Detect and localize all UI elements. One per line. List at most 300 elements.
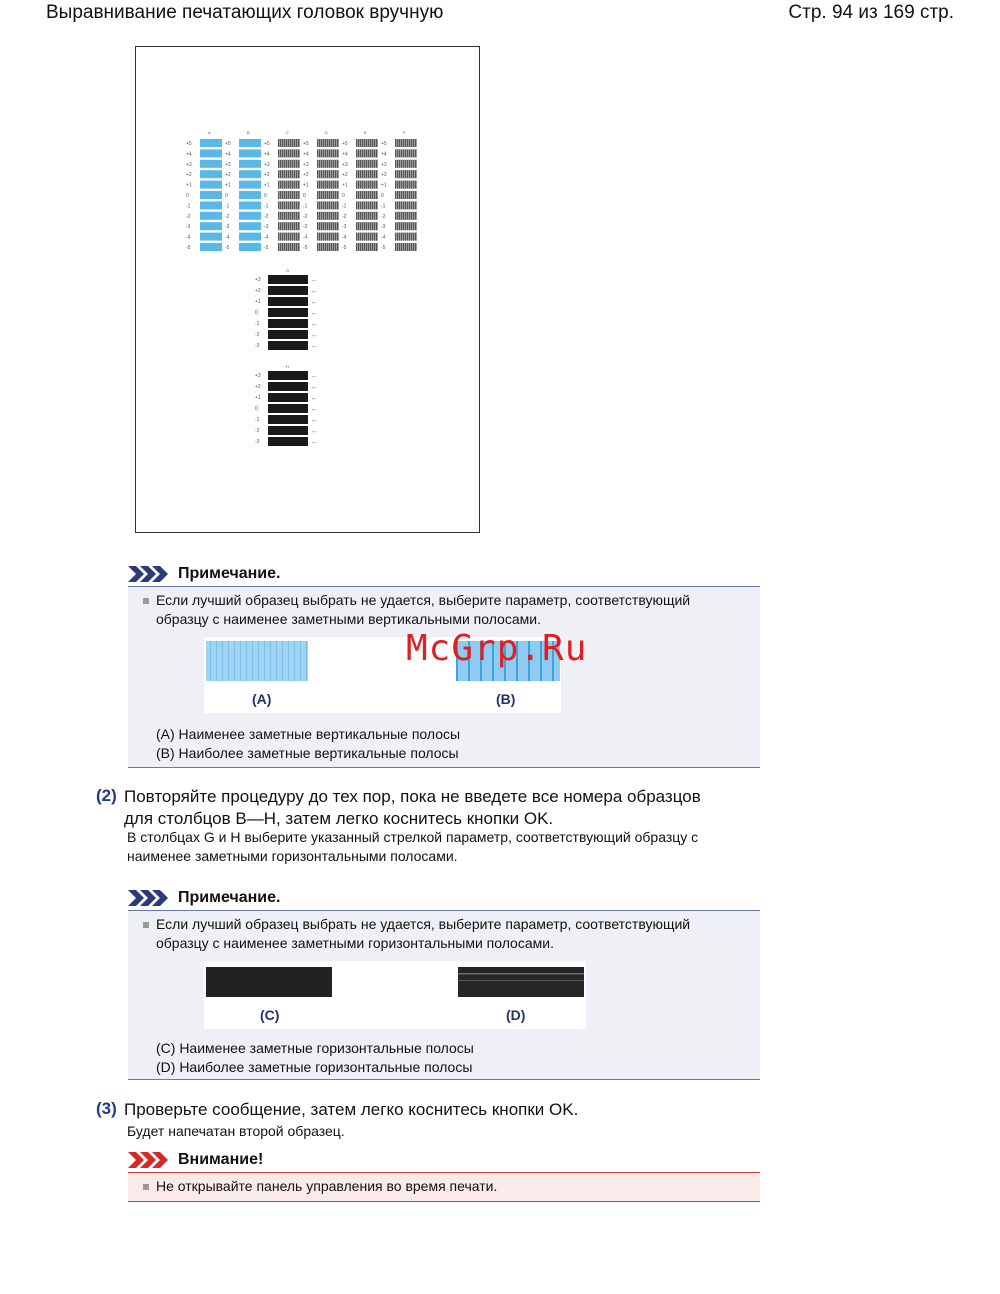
pattern-block: [239, 160, 261, 168]
pattern-stripe: [398, 170, 399, 178]
caption-b: (B): [496, 691, 516, 707]
pattern-block: [200, 243, 222, 251]
row-value-label: +1: [342, 182, 348, 189]
row-value-label: +4: [381, 151, 387, 158]
pattern-stripe: [328, 139, 329, 147]
pattern-stripe: [371, 222, 372, 230]
pattern-stripe: [334, 181, 335, 189]
pattern-stripe: [408, 170, 409, 178]
page-counter: Стр. 94 из 169 стр.: [788, 2, 954, 23]
pattern-stripe: [373, 181, 374, 189]
pattern-stripe: [289, 170, 290, 178]
pattern-stripe: [371, 191, 372, 199]
row-value-label: -3: [342, 224, 347, 231]
pattern-stripe: [338, 212, 339, 220]
pattern-stripe: [369, 191, 370, 199]
column-g-label: G: [286, 268, 290, 273]
column-g-block: [268, 319, 308, 328]
pattern-stripe: [318, 191, 319, 199]
pattern-stripe: [404, 160, 405, 168]
pattern-stripe: [371, 160, 372, 168]
pattern-stripe: [410, 201, 411, 209]
pattern-stripe: [412, 212, 413, 220]
pattern-stripe: [371, 243, 372, 251]
row-value-label: +3: [303, 161, 309, 168]
pattern-stripe: [367, 243, 368, 251]
warning-block: [128, 1148, 760, 1202]
alignment-print-sheet: [135, 46, 480, 533]
row-value-label: -1: [303, 203, 308, 210]
pattern-stripe: [299, 181, 300, 189]
pattern-stripe: [357, 139, 358, 147]
pattern-stripe: [285, 212, 286, 220]
pattern-stripe: [297, 191, 298, 199]
pattern-stripe: [318, 139, 319, 147]
pattern-stripe: [416, 160, 417, 168]
pattern-stripe: [414, 170, 415, 178]
step-number: (3): [96, 1099, 117, 1118]
pattern-block: [200, 191, 222, 199]
row-value-label: -2: [225, 213, 230, 220]
pattern-stripe: [396, 170, 397, 178]
pattern-stripe: [416, 181, 417, 189]
pattern-stripe: [334, 160, 335, 168]
pattern-stripe: [297, 212, 298, 220]
pattern-stripe: [369, 243, 370, 251]
column-h-block: [268, 404, 308, 413]
pattern-stripe: [377, 181, 378, 189]
column-g-block: [268, 341, 308, 350]
pattern-stripe: [318, 212, 319, 220]
pattern-stripe: [324, 201, 325, 209]
pattern-stripe: [283, 170, 284, 178]
pattern-stripe: [410, 191, 411, 199]
pattern-stripe: [328, 181, 329, 189]
legend-a: (A) Наименее заметные вертикальные полосы: [156, 726, 461, 742]
pattern-stripe: [285, 149, 286, 157]
pattern-stripe: [404, 191, 405, 199]
pattern-stripe: [330, 170, 331, 178]
pattern-stripe: [332, 139, 333, 147]
pattern-stripe: [414, 149, 415, 157]
pattern-stripe: [367, 212, 368, 220]
sample-a-image: [206, 641, 308, 681]
pattern-stripe: [377, 149, 378, 157]
pattern-stripe: [334, 170, 335, 178]
pattern-stripe: [402, 149, 403, 157]
pattern-stripe: [412, 243, 413, 251]
pattern-stripe: [396, 233, 397, 241]
pattern-stripe: [324, 181, 325, 189]
row-value-label: 0: [186, 193, 189, 199]
pattern-stripe: [361, 160, 362, 168]
pattern-stripe: [365, 181, 366, 189]
pattern-stripe: [400, 149, 401, 157]
pattern-stripe: [406, 243, 407, 251]
row-value-label: -4: [303, 234, 308, 241]
pattern-stripe: [295, 222, 296, 230]
pattern-stripe: [318, 201, 319, 209]
pattern-stripe: [373, 201, 374, 209]
pattern-stripe: [363, 181, 364, 189]
row-value-label: +5: [381, 141, 387, 147]
pattern-stripe: [406, 212, 407, 220]
pattern-stripe: [330, 149, 331, 157]
pattern-stripe: [279, 181, 280, 189]
pattern-stripe: [408, 160, 409, 168]
pattern-stripe: [408, 191, 409, 199]
pattern-stripe: [359, 201, 360, 209]
pattern-stripe: [322, 170, 323, 178]
warning-bullet: Не открывайте панель управления во время печати.: [128, 1173, 760, 1196]
row-value-label: +5: [342, 141, 348, 147]
pattern-stripe: [293, 160, 294, 168]
pattern-stripe: [326, 170, 327, 178]
pattern-stripe: [326, 181, 327, 189]
pattern-stripe: [330, 212, 331, 220]
pattern-stripe: [297, 139, 298, 147]
pattern-stripe: [375, 181, 376, 189]
pattern-stripe: [404, 181, 405, 189]
pattern-stripe: [287, 160, 288, 168]
pattern-stripe: [326, 201, 327, 209]
legend-c: (C) Наименее заметные горизонтальные полосы: [156, 1040, 474, 1056]
row-value-label: +3: [342, 161, 348, 168]
row-value-label: +1: [381, 182, 387, 189]
step-number: (2): [96, 786, 117, 805]
caption-c: (C): [260, 1007, 280, 1023]
pattern-stripe: [334, 212, 335, 220]
pattern-block: [239, 233, 261, 241]
pattern-stripe: [408, 222, 409, 230]
pattern-stripe: [367, 139, 368, 147]
pattern-stripe: [328, 191, 329, 199]
pattern-stripe: [400, 139, 401, 147]
row-value-label: +1: [225, 182, 231, 189]
sample-image-cd: [204, 961, 586, 1029]
pattern-stripe: [289, 181, 290, 189]
pattern-stripe: [324, 170, 325, 178]
pattern-stripe: [336, 160, 337, 168]
pattern-stripe: [400, 222, 401, 230]
bullet-square-icon: [143, 598, 149, 604]
pattern-stripe: [361, 191, 362, 199]
pattern-stripe: [414, 160, 415, 168]
pattern-stripe: [293, 222, 294, 230]
pattern-stripe: [281, 191, 282, 199]
row-value-label: +2: [255, 384, 261, 390]
pattern-stripe: [320, 149, 321, 157]
pattern-stripe: [326, 149, 327, 157]
pattern-stripe: [322, 222, 323, 230]
watermark-logo: McGrp.Ru: [406, 628, 588, 669]
pattern-stripe: [414, 181, 415, 189]
row-value-label: +2: [381, 172, 387, 179]
pattern-stripe: [336, 170, 337, 178]
pattern-stripe: [328, 201, 329, 209]
pattern-stripe: [334, 201, 335, 209]
pattern-stripe: [326, 212, 327, 220]
pattern-stripe: [365, 149, 366, 157]
pattern-stripe: [283, 212, 284, 220]
pattern-stripe: [369, 149, 370, 157]
row-value-label: -3: [264, 224, 269, 231]
pattern-stripe: [285, 243, 286, 251]
arrow-icon: ←: [311, 310, 318, 317]
pattern-stripe: [416, 139, 417, 147]
legend-b: (B) Наиболее заметные вертикальные полосы: [156, 745, 459, 761]
pattern-stripe: [295, 243, 296, 251]
pattern-stripe: [338, 160, 339, 168]
pattern-stripe: [334, 149, 335, 157]
pattern-stripe: [375, 243, 376, 251]
pattern-stripe: [377, 222, 378, 230]
pattern-stripe: [336, 139, 337, 147]
column-label: C: [286, 130, 289, 135]
pattern-stripe: [377, 201, 378, 209]
pattern-stripe: [373, 191, 374, 199]
row-value-label: +3: [186, 161, 192, 168]
pattern-stripe: [293, 212, 294, 220]
arrow-icon: ←: [311, 439, 318, 446]
pattern-stripe: [373, 212, 374, 220]
pattern-stripe: [359, 160, 360, 168]
pattern-stripe: [412, 233, 413, 241]
row-value-label: +5: [303, 141, 309, 147]
pattern-stripe: [295, 181, 296, 189]
pattern-stripe: [404, 243, 405, 251]
row-value-label: -4: [186, 234, 191, 241]
row-value-label: +4: [186, 151, 192, 158]
pattern-stripe: [293, 191, 294, 199]
note-chevron-icon: [128, 890, 168, 906]
pattern-stripe: [416, 201, 417, 209]
pattern-stripe: [297, 170, 298, 178]
row-value-label: +3: [255, 277, 261, 283]
pattern-stripe: [336, 181, 337, 189]
column-label: F: [403, 130, 406, 135]
row-value-label: +4: [342, 151, 348, 158]
pattern-stripe: [336, 201, 337, 209]
pattern-stripe: [404, 222, 405, 230]
pattern-stripe: [291, 212, 292, 220]
pattern-stripe: [324, 139, 325, 147]
arrow-icon: ←: [311, 321, 318, 328]
pattern-stripe: [318, 243, 319, 251]
pattern-stripe: [295, 191, 296, 199]
pattern-stripe: [416, 243, 417, 251]
pattern-stripe: [359, 212, 360, 220]
pattern-stripe: [402, 233, 403, 241]
pattern-stripe: [359, 139, 360, 147]
pattern-stripe: [367, 191, 368, 199]
pattern-stripe: [402, 160, 403, 168]
row-value-label: -5: [342, 245, 347, 251]
pattern-stripe: [402, 212, 403, 220]
pattern-stripe: [293, 149, 294, 157]
column-g-block: [268, 275, 308, 284]
pattern-block: [239, 139, 261, 147]
pattern-stripe: [408, 181, 409, 189]
pattern-stripe: [324, 243, 325, 251]
row-value-label: 0: [255, 310, 258, 316]
pattern-stripe: [406, 160, 407, 168]
row-value-label: +2: [225, 172, 231, 179]
row-value-label: -1: [264, 203, 269, 210]
pattern-stripe: [332, 201, 333, 209]
row-value-label: +1: [186, 182, 192, 189]
note-block-horizontal: [128, 886, 760, 1080]
pattern-block: [200, 222, 222, 230]
pattern-stripe: [295, 149, 296, 157]
pattern-stripe: [369, 222, 370, 230]
pattern-stripe: [297, 243, 298, 251]
pattern-stripe: [332, 191, 333, 199]
pattern-stripe: [283, 191, 284, 199]
pattern-stripe: [373, 222, 374, 230]
pattern-stripe: [291, 233, 292, 241]
pattern-stripe: [293, 139, 294, 147]
pattern-stripe: [297, 160, 298, 168]
sample-c-image: [206, 967, 332, 997]
pattern-stripe: [357, 149, 358, 157]
row-value-label: +1: [255, 299, 261, 305]
alignment-pattern-graphic: [136, 47, 481, 534]
pattern-stripe: [287, 191, 288, 199]
pattern-stripe: [359, 191, 360, 199]
pattern-stripe: [334, 243, 335, 251]
row-value-label: -1: [255, 321, 260, 327]
pattern-stripe: [400, 170, 401, 178]
pattern-stripe: [414, 212, 415, 220]
pattern-stripe: [410, 212, 411, 220]
pattern-stripe: [410, 243, 411, 251]
pattern-stripe: [279, 170, 280, 178]
note-bullet: Если лучший образец выбрать не удается, выберите параметр, соответствующий образцу с наименее заметными вертикальными полосами.: [128, 587, 760, 629]
row-value-label: 0: [255, 406, 258, 412]
pattern-stripe: [357, 201, 358, 209]
pattern-stripe: [396, 181, 397, 189]
pattern-stripe: [404, 212, 405, 220]
column-h-block: [268, 415, 308, 424]
pattern-stripe: [369, 170, 370, 178]
pattern-stripe: [414, 191, 415, 199]
pattern-stripe: [291, 191, 292, 199]
pattern-stripe: [299, 191, 300, 199]
pattern-stripe: [297, 233, 298, 241]
pattern-stripe: [338, 191, 339, 199]
arrow-icon: ←: [311, 384, 318, 391]
pattern-stripe: [287, 243, 288, 251]
pattern-stripe: [400, 181, 401, 189]
pattern-stripe: [375, 201, 376, 209]
row-value-label: 0: [264, 193, 267, 199]
pattern-stripe: [404, 149, 405, 157]
row-value-label: +4: [225, 151, 231, 158]
pattern-stripe: [279, 191, 280, 199]
pattern-stripe: [367, 170, 368, 178]
pattern-stripe: [369, 139, 370, 147]
arrow-icon: ←: [311, 277, 318, 284]
pattern-stripe: [406, 181, 407, 189]
pattern-stripe: [357, 233, 358, 241]
pattern-stripe: [400, 243, 401, 251]
warning-chevron-icon: [128, 1152, 168, 1168]
row-value-label: +3: [264, 161, 270, 168]
row-value-label: -3: [381, 224, 386, 231]
pattern-stripe: [328, 149, 329, 157]
pattern-stripe: [291, 243, 292, 251]
pattern-stripe: [318, 149, 319, 157]
row-value-label: +1: [255, 395, 261, 401]
pattern-stripe: [357, 212, 358, 220]
note-title: Примечание.: [178, 565, 281, 582]
pattern-stripe: [363, 222, 364, 230]
step-subtext: В столбцах G и H выберите указанный стрелкой параметр, соответствующий образцу с наименее заметными горизонтальными полосами.: [127, 829, 699, 864]
pattern-stripe: [285, 191, 286, 199]
pattern-stripe: [359, 233, 360, 241]
pattern-stripe: [410, 222, 411, 230]
pattern-stripe: [377, 160, 378, 168]
pattern-stripe: [279, 160, 280, 168]
pattern-stripe: [375, 212, 376, 220]
pattern-stripe: [406, 170, 407, 178]
pattern-stripe: [363, 160, 364, 168]
pattern-stripe: [330, 222, 331, 230]
pattern-stripe: [373, 243, 374, 251]
pattern-stripe: [414, 201, 415, 209]
pattern-stripe: [363, 149, 364, 157]
row-value-label: -2: [381, 213, 386, 220]
note-chevron-icon: [128, 566, 168, 582]
row-value-label: -3: [303, 224, 308, 231]
pattern-stripe: [410, 181, 411, 189]
pattern-stripe: [416, 222, 417, 230]
pattern-stripe: [359, 170, 360, 178]
column-g-block: [268, 330, 308, 339]
pattern-stripe: [318, 181, 319, 189]
row-value-label: +2: [264, 172, 270, 179]
pattern-stripe: [361, 201, 362, 209]
row-value-label: -3: [186, 224, 191, 231]
pattern-stripe: [297, 181, 298, 189]
row-value-label: +5: [264, 141, 270, 147]
pattern-stripe: [365, 212, 366, 220]
column-h-label: H: [286, 364, 289, 369]
pattern-stripe: [367, 181, 368, 189]
pattern-stripe: [357, 170, 358, 178]
row-value-label: +2: [303, 172, 309, 179]
row-value-label: 0: [225, 193, 228, 199]
pattern-stripe: [320, 181, 321, 189]
row-value-label: -1: [186, 203, 191, 210]
pattern-stripe: [299, 160, 300, 168]
pattern-stripe: [375, 139, 376, 147]
pattern-stripe: [328, 233, 329, 241]
pattern-stripe: [334, 222, 335, 230]
pattern-stripe: [408, 212, 409, 220]
pattern-stripe: [404, 170, 405, 178]
pattern-stripe: [283, 139, 284, 147]
pattern-stripe: [287, 149, 288, 157]
pattern-stripe: [322, 212, 323, 220]
step-text: Повторяйте процедуру до тех пор, пока не введете все номера образцов для столбцов B—H, затем легко коснитесь кнопки OK.: [124, 787, 701, 828]
pattern-stripe: [322, 139, 323, 147]
row-value-label: +5: [225, 141, 231, 147]
pattern-stripe: [398, 212, 399, 220]
pattern-stripe: [363, 191, 364, 199]
pattern-stripe: [330, 181, 331, 189]
